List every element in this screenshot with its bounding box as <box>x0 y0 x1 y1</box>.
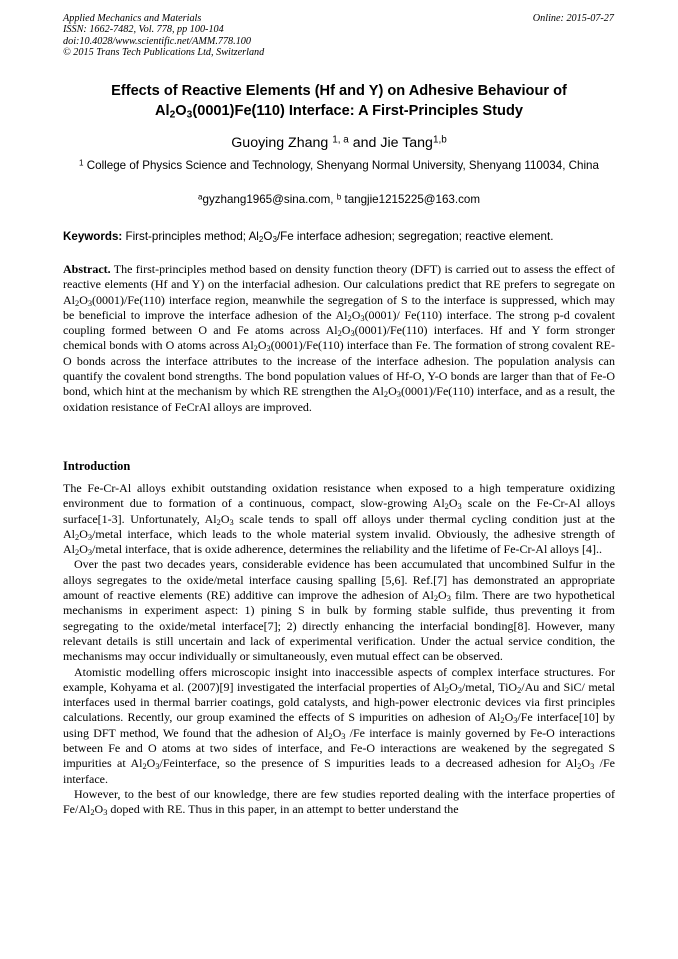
section-heading-introduction: Introduction <box>63 459 131 473</box>
affiliation: $^1$ College of Physics Science and Technology, Shenyang Normal University, Shenyang 110034, China <box>79 158 599 172</box>
email-link[interactable]: tangjie1215225@163.com <box>341 193 481 206</box>
journal-issn: ISSN: 1662-7482, Vol. 778, pp 100-104 <box>63 24 224 36</box>
author-name: Guoying Zhang <box>231 135 333 151</box>
paper-title <box>63 82 615 121</box>
abstract: Abstract. The first-principles method based on density function theory (DFT) is carried out to assess the effect of reactive elements (Hf and Y) on the interfacial adhesion. Our calculations predict that RE prefers to segregate on $Al_2O_3(0001)/Fe(110)$ interface region, meanwhile the segregation of S to the interface is suppressed, which may be beneficial to improve the interface adhesion of the $Al_2O_3(0001)/$ Fe(110) interface. The strong p-d covalent coupling formed between O and Fe atoms across $Al_2O_3(0001)/Fe(110)$ interfaces. Hf and Y form stronger chemical bonds with O atoms across $Al_2O_3(0001)/Fe(110)$ interface than Fe. The formation of strong covalent RE-O bonds across the interface attributes to the increase of the interface adhesion. The population analysis can quantify the covalent bond strengths. The bond population values of Hf-O, Y-O bonds are larger than that of Fe-O bond, which hint at the mechanism by which RE strengthen the $Al_2O_3(0001)/Fe(110)$ interface, and as a result, the oxidation resistance of FeCrAl alloys are improved. <box>63 262 616 414</box>
paragraph: However, to the best of our knowledge, there are few studies reported dealing with the interface properties of $Fe/Al_2O_3$ doped with RE. Thus in this paper, in an attempt to better understand the <box>63 786 615 818</box>
journal-header <box>63 13 393 59</box>
email-addresses: $^a$gyzhang1965@sina.com, $^b$ tangjie1215225@163.com <box>197 192 481 206</box>
introduction-body <box>63 481 615 818</box>
paragraph: Over the past two decades years, considerable evidence has been accumulated that uncombined Sulfur in the alloys segregates to the oxide/metal interface causing spalling [5,6]. Ref.[7] has demonstrated an appropriate amount of reactive elements (RE) additive can improve the adhesion of $Al_2O_3$ film. There are two hypothetical mechanisms in experiment aspect: 1) pining S in bulk by forming stable sulfide, thus preventing it from segregating to the oxide/metal interface[7]; 2) directly enhancing the interfacial bonding[8]. However, many relevant details is still uncertain and lack of experimental verification. Under the actual service condition, the mechanisms may occur individually or simultaneously, even mutual effect can be observed. <box>63 557 615 664</box>
journal-name: Applied Mechanics and Materials <box>63 13 202 24</box>
author-list: Guoying Zhang $^{1, a}$ and Jie Tang$^{1,b}$ <box>231 134 447 151</box>
title-line-1: Effects of Reactive Elements (Hf and Y) on Adhesive Behaviour of <box>111 83 567 99</box>
paragraph: Atomistic modelling offers microscopic insight into inaccessible aspects of complex interface structures. For example, Kohyama et al. (2007)[9] investigated the interfacial properties of $Al_2O_3$/metal, TiO$_2$/Au and SiC/ metal interfaces used in thermal barrier coatings, gold catalysts, and high-power electronic devices via first principles calculations. Recently, our group examined the effects of S impurities on adhesion of $Al_2O_3/Fe$ interface[10] by using DFT method, We found that the adhesion of $Al_2O_3$ /Fe interface is mainly governed by Fe-O interactions between Fe and O atoms at two sides of interface, and Fe-O interactions are weakened by the segregated S impurities at $Al_2O_3$/Feinterface, so the presence of S impurities leads to a decreased adhesion for $Al_2O_3$ /Fe interface. <box>63 664 615 786</box>
email-link[interactable]: gyzhang1965@sina.com, <box>202 193 337 206</box>
keywords-label: Keywords: <box>63 230 123 243</box>
title-line-2: $Al_2O_3(0001)Fe(110)$ Interface: A First-Principles Study <box>155 102 523 121</box>
abstract-label: Abstract. <box>63 262 111 276</box>
paragraph: The Fe-Cr-Al alloys exhibit outstanding oxidation resistance when exposed to a high temperature oxidizing environment due to formation of a continuous, compact, slow-growing $Al_2O_3$ scale on the Fe-Cr-Al alloys surface[1-3]. Unfortunately, $Al_2O_3$ scale tends to spall off alloys under thermal cycling condition just at the $Al_2O_3$/metal interface, which leads to the whole material system invalid. Obviously, the adhesive strength of $Al_2O_3$/metal interface, that is oxide adherence, determines the reliability and the lifetime of Fe-Cr-Al alloys [4].. <box>63 481 616 558</box>
author-name: and Jie Tang <box>348 135 433 151</box>
journal-copyright: © 2015 Trans Tech Publications Ltd, Switzerland <box>63 47 265 59</box>
journal-doi: doi:10.4028/www.scientific.net/AMM.778.100 <box>63 35 251 47</box>
keywords: Keywords: First-principles method; $Al_2O_3/Fe$ interface adhesion; segregation; reactive element. <box>63 230 554 245</box>
online-date: Online: 2015-07-27 <box>532 13 614 24</box>
